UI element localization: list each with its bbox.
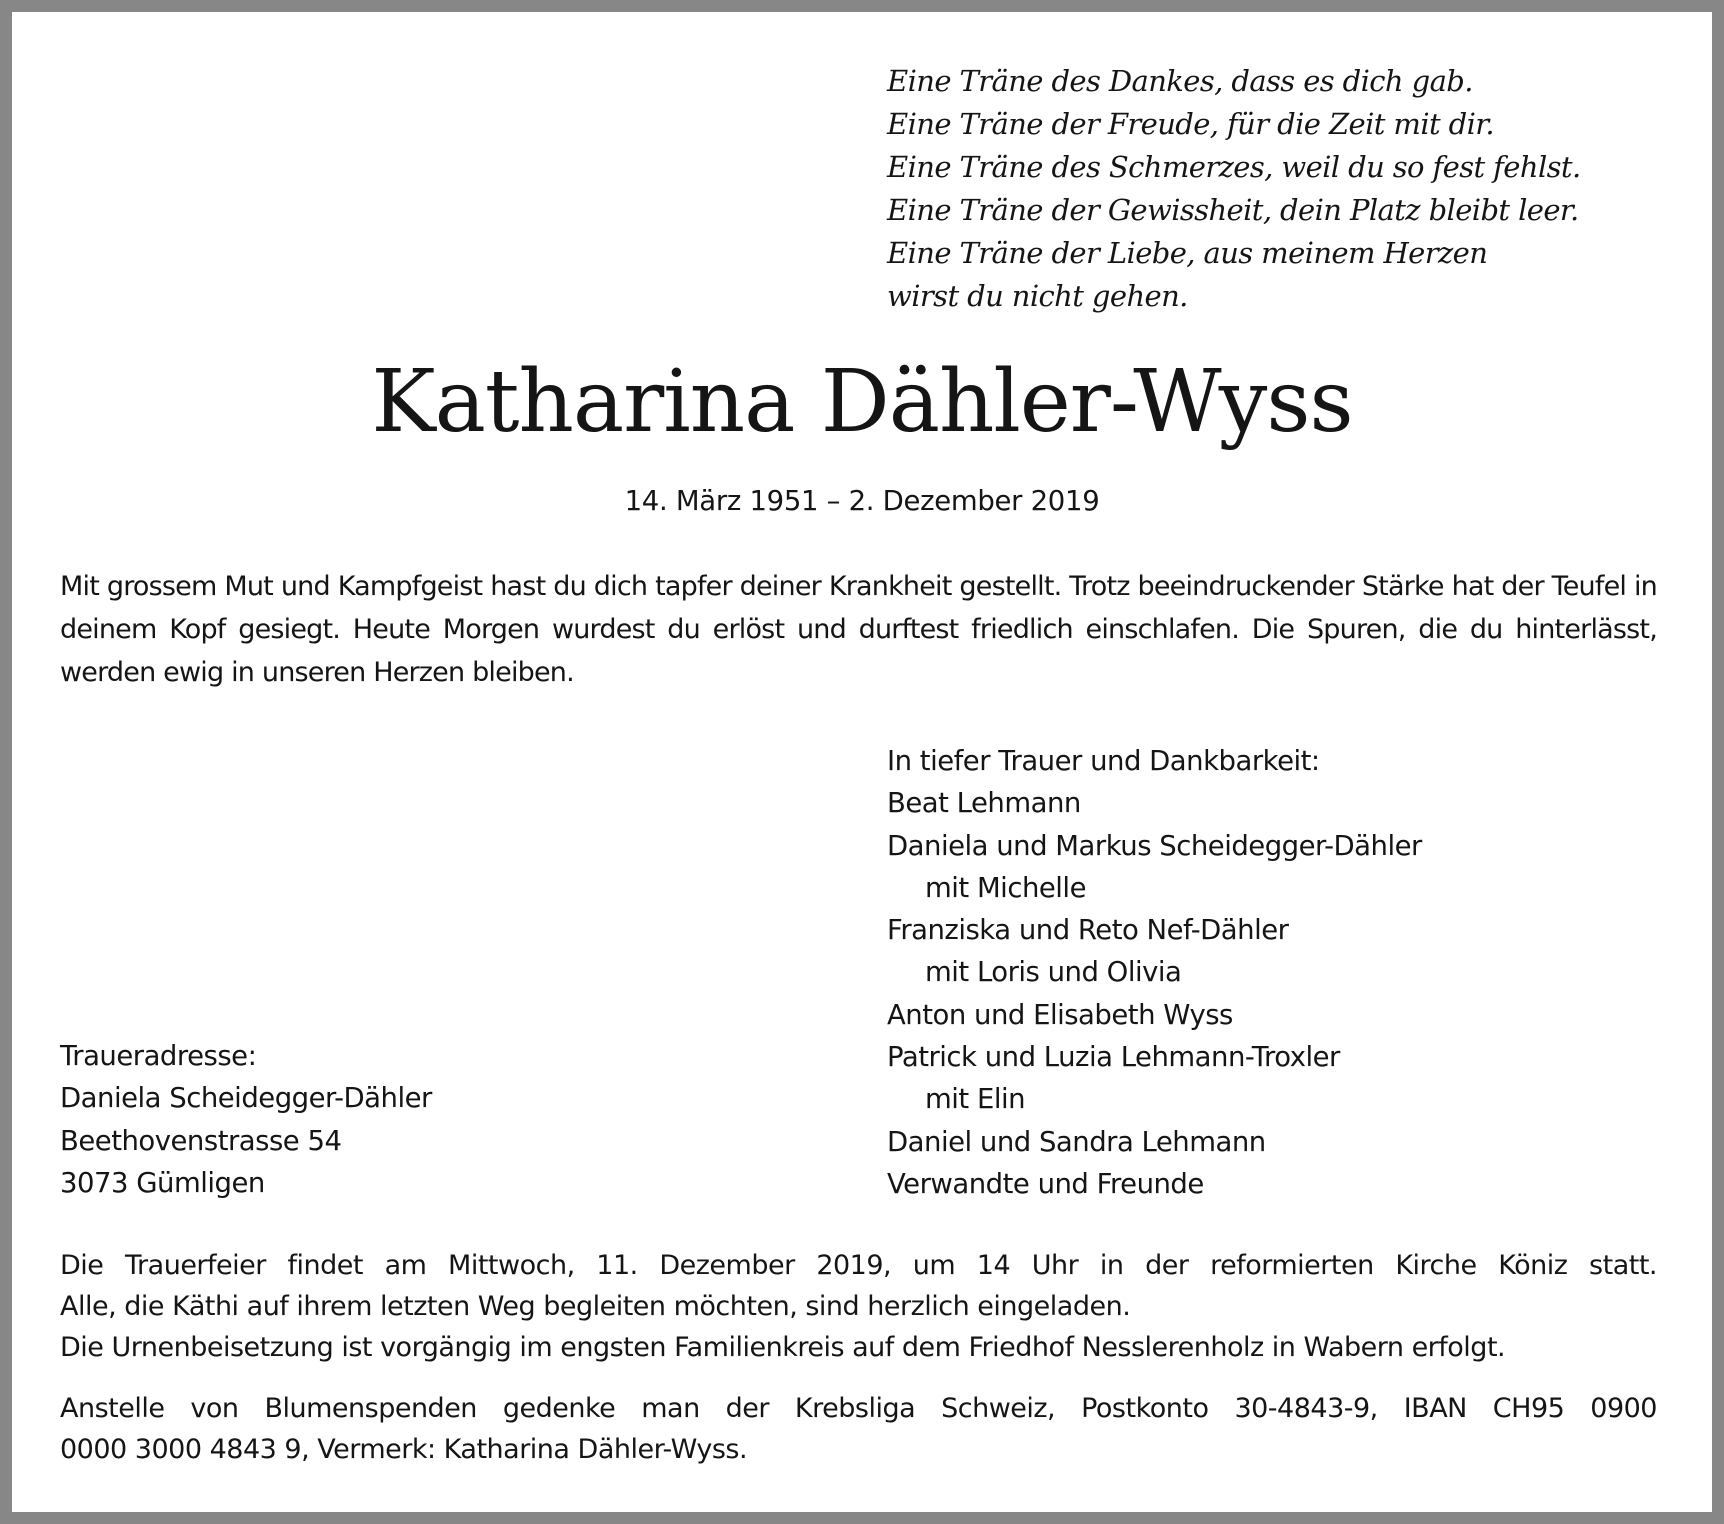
address-name: Daniela Scheidegger-Dähler: [60, 1082, 432, 1115]
deceased-name: Katharina Dähler-Wyss: [371, 352, 1353, 452]
address-street: Beethovenstrasse 54: [60, 1124, 342, 1157]
ceremony-line: Die Trauerfeier findet am Mittwoch, 11. Dezember 2019, um 14 Uhr in der reformierten Kirche Köniz statt.: [60, 1250, 1657, 1281]
mourner-child-entry: mit Loris und Olivia: [925, 956, 1182, 989]
address-heading: Traueradresse:: [60, 1040, 257, 1072]
mourner-entry: Daniel und Sandra Lehmann: [887, 1125, 1266, 1158]
donation-line: Anstelle von Blumenspenden gedenke man der Krebsliga Schweiz, Postkonto 30-4843-9, IBAN CH95 0900: [60, 1393, 1657, 1424]
mourner-child-entry: mit Elin: [925, 1083, 1026, 1116]
mourners-list: [887, 740, 1422, 1205]
mourner-child-entry: mit Michelle: [925, 871, 1086, 904]
donation-info: [60, 1388, 1657, 1470]
ceremony-line: Die Urnenbeisetzung ist vorgängig im engsten Familienkreis auf dem Friedhof Nesslerenholz in Wabern erfolgt.: [60, 1332, 1506, 1363]
obituary-notice: [12, 12, 1712, 1512]
life-dates: 14. März 1951 – 2. Dezember 2019: [624, 485, 1100, 517]
mourner-entry: Verwandte und Freunde: [887, 1167, 1204, 1200]
donation-line: 0000 3000 4843 9, Vermerk: Katharina Dähler-Wyss.: [60, 1434, 748, 1465]
mourner-entry: Anton und Elisabeth Wyss: [887, 998, 1233, 1031]
mourner-entry: Franziska und Reto Nef-Dähler: [887, 914, 1289, 947]
address-city: 3073 Gümligen: [60, 1166, 265, 1199]
poem-line: Eine Träne der Liebe, aus meinem Herzen: [887, 236, 1488, 270]
poem: [887, 60, 1581, 318]
tribute-text: Mit grossem Mut und Kampfgeist hast du dich tapfer deiner Krankheit gestellt. Trotz beeindruckender Stärke hat der Teufel in deinem Kopf gesiegt. Heute Morgen wurdest du erlöst und durftest friedlich einschlafen. Die Spuren, die du hinterlässt, werden ewig in unseren Herzen bleiben.: [60, 571, 1657, 688]
mourning-address: [60, 1035, 432, 1204]
poem-line: wirst du nicht gehen.: [887, 279, 1188, 313]
ceremony-info: [60, 1245, 1657, 1368]
mourners-heading: In tiefer Trauer und Dankbarkeit:: [887, 745, 1320, 777]
poem-line: Eine Träne des Dankes, dass es dich gab.: [887, 64, 1473, 98]
mourner-entry: Patrick und Luzia Lehmann-Troxler: [887, 1041, 1340, 1074]
poem-line: Eine Träne der Freude, für die Zeit mit dir.: [887, 107, 1494, 141]
poem-line: Eine Träne des Schmerzes, weil du so fest fehlst.: [887, 150, 1581, 184]
poem-line: Eine Träne der Gewissheit, dein Platz bleibt leer.: [887, 193, 1579, 227]
ceremony-line: Alle, die Käthi auf ihrem letzten Weg begleiten möchten, sind herzlich eingeladen.: [60, 1291, 1131, 1322]
mourner-entry: Beat Lehmann: [887, 787, 1081, 820]
mourner-entry: Daniela und Markus Scheidegger-Dähler: [887, 829, 1422, 862]
